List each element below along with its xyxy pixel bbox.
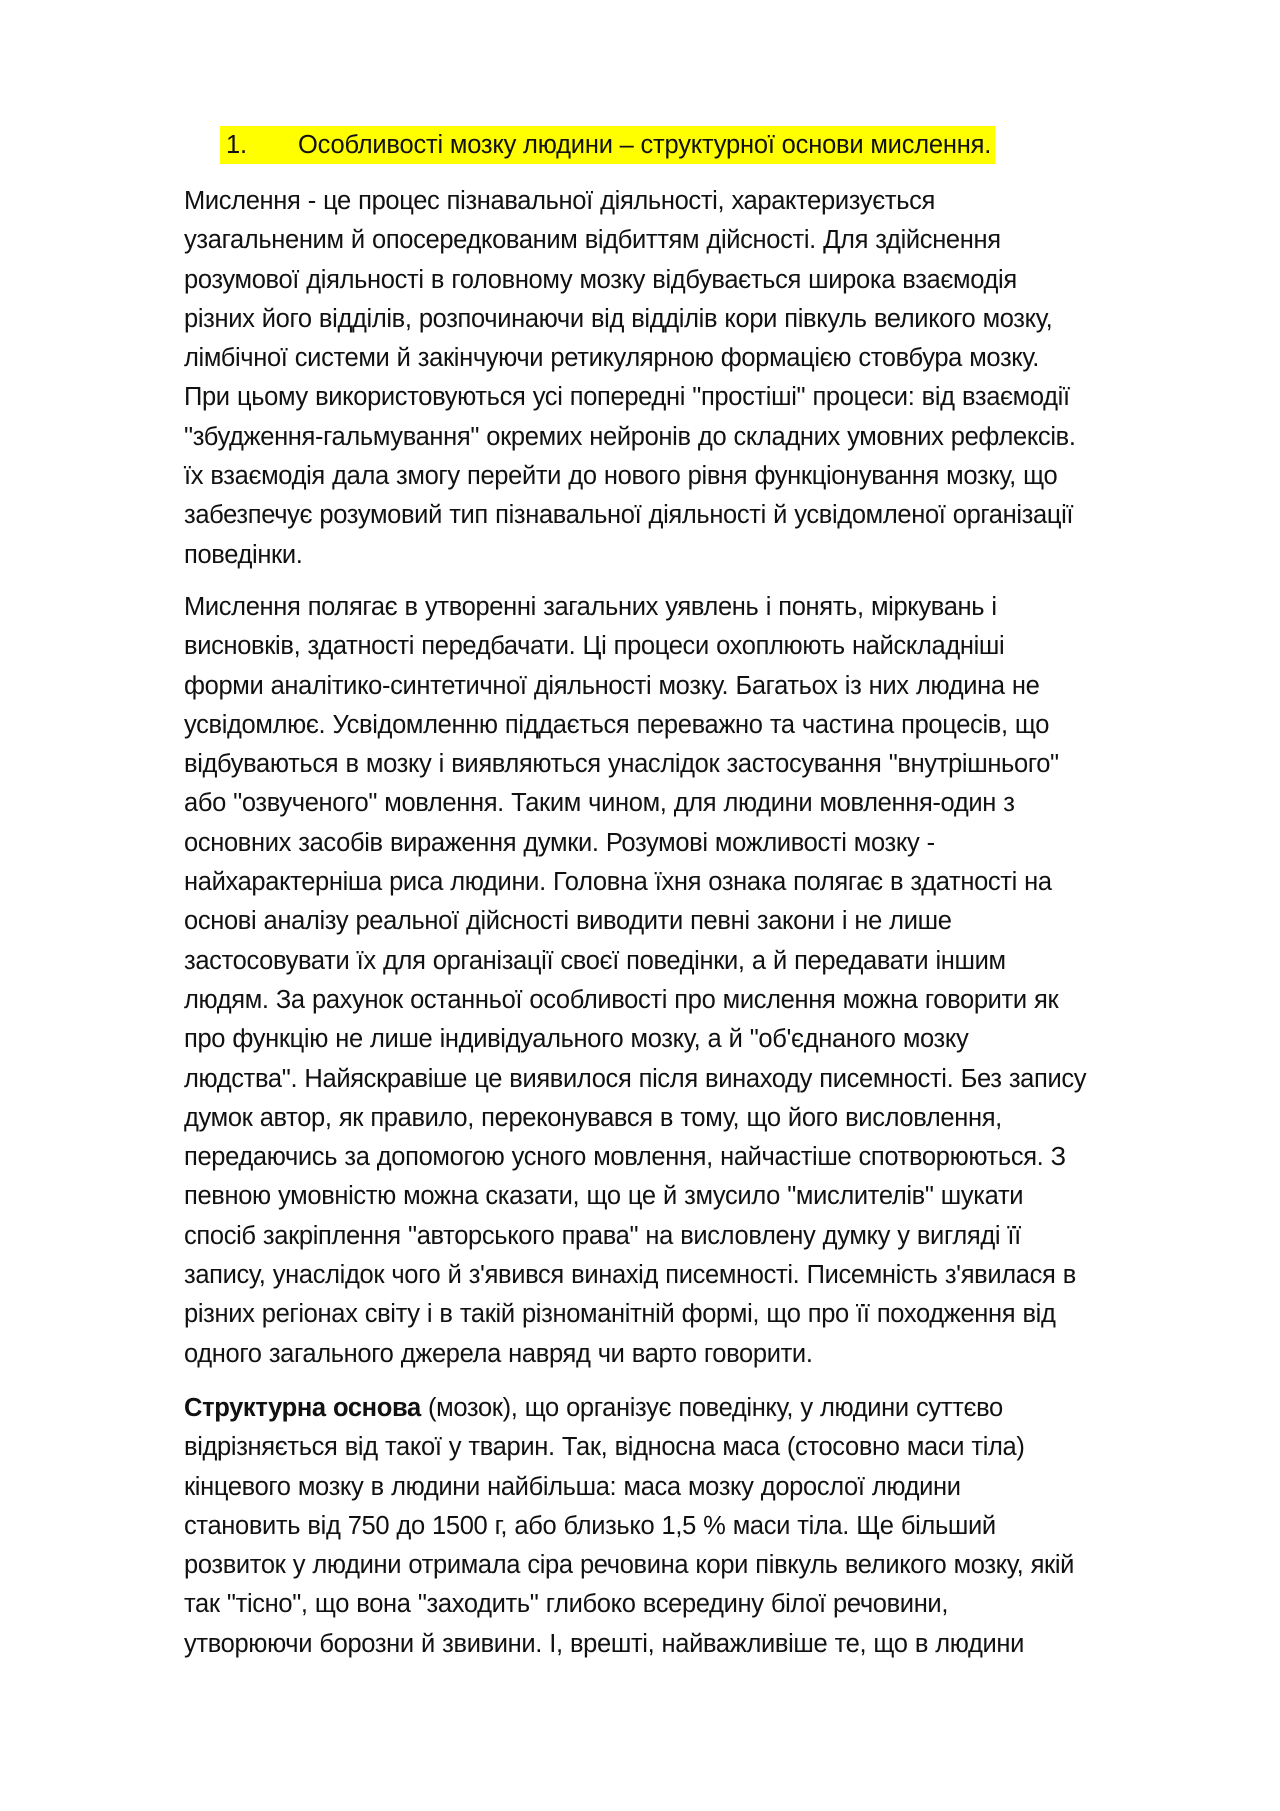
paragraph-line: застосовувати їх для організації своєї поведінки, а й передавати іншим <box>184 946 1006 975</box>
paragraph-line: основних засобів вираження думки. Розумові можливості мозку - <box>184 828 935 857</box>
paragraph-line: людям. За рахунок останньої особливості про мислення можна говорити як <box>184 985 1059 1014</box>
paragraph-line: певною умовністю можна сказати, що це й змусило "мислителів" шукати <box>184 1182 1024 1211</box>
paragraph-2 <box>184 588 1194 1374</box>
paragraph-line-first <box>184 1389 1194 1428</box>
paragraph-line: відбуваються в мозку і виявляються унаслідок застосування "внутрішнього" <box>184 750 1059 779</box>
paragraph-line: становить від 750 до 1500 г, або близько 1,5 % маси тіла. Ще більший <box>184 1511 996 1540</box>
paragraph-line: розвиток у людини отримала сіра речовина кори півкуль великого мозку, якій <box>184 1551 1075 1580</box>
paragraph-line: усвідомлює. Усвідомленню піддається переважно та частина процесів, що <box>184 710 1050 739</box>
paragraph-line: узагальненим й опосередкованим відбиттям дійсності. Для здійснення <box>184 226 1001 255</box>
paragraph-line: кінцевого мозку в людини найбільша: маса мозку дорослої людини <box>184 1472 961 1501</box>
paragraph-line: про функцію не лише індивідуального мозку, а й "об'єднаного мозку <box>184 1025 969 1054</box>
bold-lead-term: Структурна основа <box>184 1394 421 1422</box>
heading-text: Особливості мозку людини – структурної основи мислення. <box>298 131 992 159</box>
paragraph-line: запису, унаслідок чого й з'явився винахід писемності. Писемність з'явилася в <box>184 1261 1076 1290</box>
paragraph-line: висновків, здатності передбачати. Ці процеси охоплюють найскладніші <box>184 632 1005 661</box>
paragraph-line: людства". Найяскравіше це виявилося після винаходу писемності. Без запису <box>184 1064 1087 1093</box>
paragraph-line: або "озвученого" мовлення. Таким чином, для людини мовлення-один з <box>184 789 1015 818</box>
paragraph-line: лімбічної системи й закінчуючи ретикулярною формацією стовбура мозку. <box>184 344 1039 373</box>
paragraph-line: поведінки. <box>184 540 303 569</box>
paragraph-line: Мислення полягає в утворенні загальних уявлень і понять, міркувань і <box>184 593 997 621</box>
paragraph-line: Мислення - це процес пізнавальної діяльності, характеризується <box>184 187 935 215</box>
paragraph-line: спосіб закріплення "авторського права" на висловлену думку у вигляді її <box>184 1221 1021 1250</box>
paragraph-line: При цьому використовуються усі попередні "простіші" процеси: від взаємодії <box>184 383 1070 412</box>
heading-highlight <box>220 126 995 164</box>
paragraph-line: різних регіонах світу і в такій різноманітній формі, що про її походження від <box>184 1300 1056 1329</box>
paragraph-line-rest: (мозок), що організує поведінку, у людини суттєво <box>420 1394 1003 1422</box>
paragraph-1 <box>184 182 1194 575</box>
section-heading <box>220 126 995 164</box>
paragraph-3 <box>184 1389 1194 1664</box>
paragraph-line: забезпечує розумовий тип пізнавальної діяльності й усвідомленої організації <box>184 501 1074 530</box>
paragraph-line: найхарактерніша риса людини. Головна їхня ознака полягає в здатності на <box>184 868 1052 897</box>
paragraph-line: основі аналізу реальної дійсності виводити певні закони і не лише <box>184 907 952 936</box>
heading-number: 1. <box>226 131 247 159</box>
paragraph-line: так "тісно", що вона "заходить" глибоко всередину білої речовини, <box>184 1590 949 1619</box>
paragraph-line: одного загального джерела навряд чи варто говорити. <box>184 1339 813 1368</box>
paragraph-line: різних його відділів, розпочинаючи від відділів кори півкуль великого мозку, <box>184 304 1053 333</box>
paragraph-line: думок автор, як правило, переконувався в тому, що його висловлення, <box>184 1103 1002 1132</box>
paragraph-line: утворюючи борозни й звивини. І, врешті, найважливіше те, що в людини <box>184 1629 1025 1658</box>
paragraph-line: форми аналітико-синтетичної діяльності мозку. Багатьох із них людина не <box>184 671 1040 700</box>
paragraph-line: розумової діяльності в головному мозку відбувається широка взаємодія <box>184 265 1017 294</box>
paragraph-line: передаючись за допомогою усного мовлення, найчастіше спотворюються. З <box>184 1143 1066 1172</box>
paragraph-line: "збудження-гальмування" окремих нейронів до складних умовних рефлексів. <box>184 422 1076 451</box>
paragraph-line: їх взаємодія дала змогу перейти до нового рівня функціонування мозку, що <box>184 462 1058 491</box>
paragraph-line: відрізняється від такої у тварин. Так, відносна маса (стосовно маси тіла) <box>184 1433 1025 1462</box>
